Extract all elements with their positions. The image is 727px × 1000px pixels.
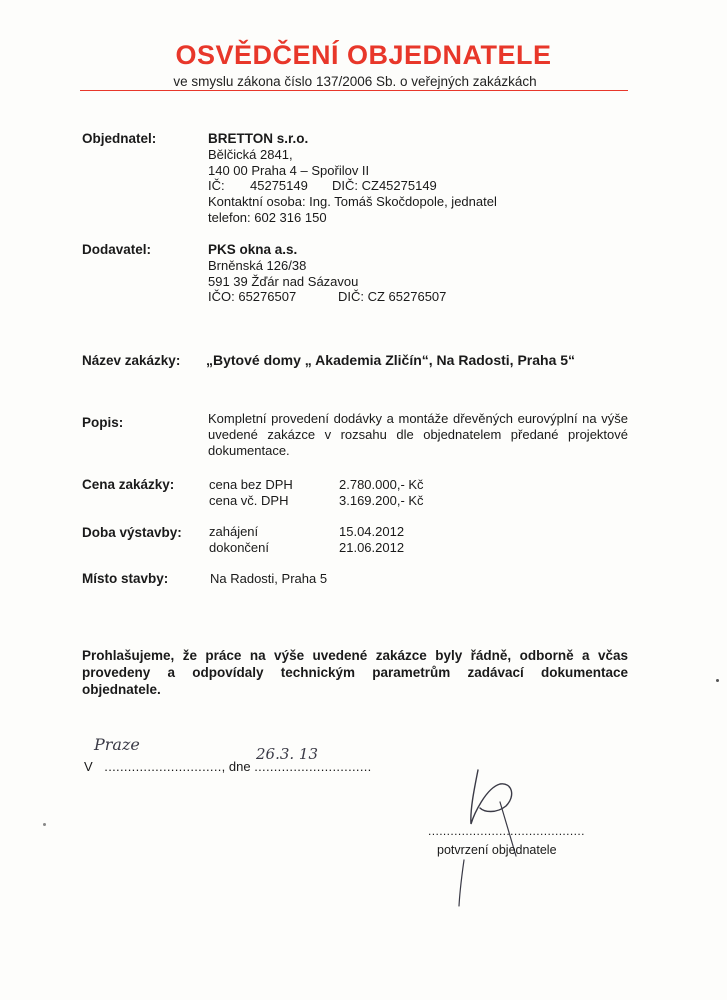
objednatel-ic: 45275149 bbox=[250, 178, 308, 194]
zakazka-name: „Bytové domy „ Akademia Zličín“, Na Radosti, Praha 5“ bbox=[206, 352, 576, 368]
cena-s-dph-label: cena vč. DPH bbox=[209, 492, 289, 508]
objednatel-dic: DIČ: CZ45275149 bbox=[332, 178, 437, 194]
objednatel-ids bbox=[208, 178, 497, 194]
cena-bez-dph-label: cena bez DPH bbox=[209, 477, 293, 492]
handwritten-place: Praze bbox=[94, 735, 140, 754]
cena-bez-dph-value: 2.780.000,- Kč bbox=[339, 477, 424, 492]
doba-end-date: 21.06.2012 bbox=[339, 539, 405, 555]
dodavatel-ids bbox=[208, 289, 446, 305]
dodavatel-details bbox=[208, 242, 446, 305]
cena-label: Cena zakázky: bbox=[82, 477, 175, 492]
place-dots: .............................. bbox=[104, 759, 222, 774]
handwritten-date: 26.3. 13 bbox=[256, 745, 319, 763]
signature-label: potvrzení objednatele bbox=[437, 843, 557, 857]
doba-labels bbox=[209, 524, 269, 556]
dodavatel-address-line1: Brněnská 126/38 bbox=[208, 257, 307, 273]
objednatel-details bbox=[208, 131, 497, 226]
objednatel-name: BRETTON s.r.o. bbox=[208, 131, 309, 146]
zakazka-label: Název zakázky: bbox=[82, 353, 181, 368]
popis-text: Kompletní provedení dodávky a montáže dřevěných eurovýplní na výše uvedené zakázce v rozsahu dle objednatelem předané projektové dokumentace. bbox=[208, 411, 628, 458]
signature-dots: .......................................... bbox=[428, 824, 585, 838]
popis-label: Popis: bbox=[82, 415, 124, 430]
cena-s-dph-value: 3.169.200,- Kč bbox=[339, 492, 424, 508]
misto-value: Na Radosti, Praha 5 bbox=[210, 571, 328, 586]
doba-start-label: zahájení bbox=[209, 524, 259, 539]
doba-start-date: 15.04.2012 bbox=[339, 524, 405, 539]
objednatel-ic-label: IČ: bbox=[208, 178, 225, 194]
cena-values bbox=[339, 477, 424, 509]
scan-speck bbox=[716, 679, 719, 682]
title-underline bbox=[80, 90, 628, 91]
declaration-text: Prohlašujeme, že práce na výše uvedené zakázce byly řádně, odborně a včas provedeny a odpovídaly technickým parametrům zadávací dokumentace objednatele. bbox=[82, 648, 628, 697]
objednatel-address-line1: Bělčická 2841, bbox=[208, 146, 293, 162]
doba-end-label: dokončení bbox=[209, 539, 269, 555]
dodavatel-label: Dodavatel: bbox=[82, 242, 152, 257]
dodavatel-ico: IČO: 65276507 bbox=[208, 289, 297, 305]
dodavatel-name: PKS okna a.s. bbox=[208, 242, 298, 257]
misto-label: Místo stavby: bbox=[82, 571, 169, 586]
dodavatel-address-line2: 591 39 Žďár nad Sázavou bbox=[208, 273, 359, 289]
document-subtitle: ve smyslu zákona číslo 137/2006 Sb. o veřejných zakázkách bbox=[173, 74, 537, 89]
place-date-line bbox=[84, 759, 372, 774]
doba-values bbox=[339, 524, 404, 556]
date-dots: .............................. bbox=[254, 759, 372, 774]
objednatel-address-line2: 140 00 Praha 4 – Spořilov II bbox=[208, 162, 370, 178]
objednatel-phone: telefon: 602 316 150 bbox=[208, 209, 327, 225]
cena-labels bbox=[209, 477, 293, 509]
objednatel-contact: Kontaktní osoba: Ing. Tomáš Skočdopole, jednatel bbox=[208, 194, 497, 210]
document-title: OSVĚDČENÍ OBJEDNATELE bbox=[175, 40, 552, 70]
dodavatel-dic: DIČ: CZ 65276507 bbox=[338, 289, 447, 305]
place-prefix: V bbox=[84, 759, 93, 774]
doba-label: Doba výstavby: bbox=[82, 525, 182, 540]
scan-speck bbox=[43, 823, 46, 826]
objednatel-label: Objednatel: bbox=[82, 131, 157, 146]
date-prefix: , dne bbox=[221, 759, 251, 774]
